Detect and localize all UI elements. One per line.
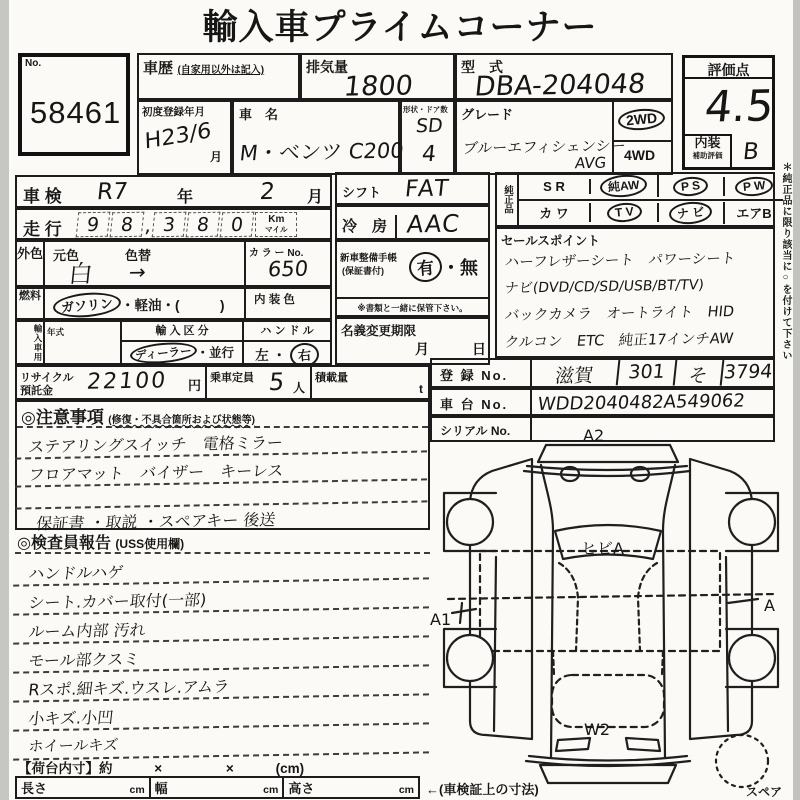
dims-note: ←(車検証上の寸法) <box>426 782 539 797</box>
shift-value: FAT <box>403 175 452 203</box>
interior-grade-cell <box>685 134 732 167</box>
load-label: 積載量 <box>315 372 348 384</box>
registration-kana: そ <box>675 360 725 387</box>
grade-cell <box>455 100 673 175</box>
cargo-label: 【荷台内寸】約 <box>18 761 113 776</box>
inspector-line: ハンドルハゲ <box>13 550 432 586</box>
registration-number: 3794 <box>722 360 774 384</box>
shift-cell <box>335 172 490 205</box>
damage-label-a2: A2 <box>583 426 605 445</box>
genuine-ps: P S <box>673 175 710 197</box>
rating-label: 評価点 <box>685 58 772 79</box>
width-label: 幅 <box>154 781 168 796</box>
first-registration-cell <box>137 100 232 175</box>
notes-line: フロアマット バイザー キーレス <box>15 452 430 487</box>
grade-value: ブルーエフィシェンシー <box>461 136 627 158</box>
scan-edge-left <box>0 0 9 800</box>
body-side-right <box>663 465 675 758</box>
genuine-tv: T V <box>606 202 642 224</box>
shaken-month-unit: 月 <box>307 189 324 206</box>
page-title: 輸入車プライムコーナー <box>202 8 598 47</box>
notes-title-row <box>17 402 428 428</box>
mileage-comma: , <box>143 212 153 238</box>
body-doors-cell <box>400 100 455 175</box>
color-change-value: → <box>127 259 148 285</box>
sales-points-label: セールスポイント <box>501 234 600 248</box>
side-note: ＊純正品に限り該当に○を付けて下さい <box>780 162 791 361</box>
mileage-row <box>15 208 332 240</box>
inspector-line: ルーム内部 汚れ <box>13 608 432 644</box>
mileage-unit-km: Km <box>268 213 285 225</box>
interior-grade-value: B <box>741 138 761 166</box>
drive-divider-h <box>612 140 673 142</box>
car-history-cell <box>137 53 300 100</box>
exterior-color-row <box>15 240 332 287</box>
car-damage-diagram <box>428 423 795 800</box>
handle-right: 右 <box>289 342 320 368</box>
mileage-unit <box>255 212 297 237</box>
cargo-row <box>18 757 304 777</box>
car-name-value: M・ベンツ C200 <box>238 138 405 166</box>
sales-points-box <box>495 227 775 358</box>
load-cell <box>312 367 428 398</box>
fuel-diesel: 軽油 <box>134 298 162 313</box>
orig-color-label: 元色 <box>53 248 80 263</box>
service-book-note: ※書類と一緒に保管下さい。 <box>337 297 488 315</box>
roof-outline <box>480 551 720 651</box>
interior-sub-label: 補助評価 <box>692 151 723 160</box>
rating-box <box>682 55 775 170</box>
tail-light <box>626 738 660 751</box>
wheel <box>729 635 775 681</box>
genuine-label: 純正品 <box>497 174 519 225</box>
first-registration-suffix: 月 <box>209 150 222 164</box>
body-doors-label: 形状・ドア数 <box>403 105 448 114</box>
height-label: 高さ <box>288 781 315 796</box>
color-change-label: 色替 <box>125 248 152 263</box>
load-unit: t <box>419 382 423 396</box>
capacity-unit: 人 <box>292 381 305 395</box>
color-no-cell <box>244 242 330 285</box>
recycle-row <box>15 365 430 400</box>
interior-color-label: 内 装 色 <box>254 294 295 306</box>
genuine-kawa: カ ワ <box>519 203 591 222</box>
notes-line: ステアリングスイッチ 電格ミラー <box>15 424 430 459</box>
shaken-label: 車 検 <box>23 187 62 206</box>
width-unit: cm <box>263 784 279 796</box>
inspector-section <box>15 528 430 758</box>
cargo-x1: × <box>154 761 163 776</box>
genuine-pw: P W <box>734 175 774 197</box>
sales-point-line: クルコン ETC 純正17インチAW <box>503 331 735 351</box>
mileage-digit: 9 <box>76 212 111 238</box>
inspector-title-row <box>15 528 430 554</box>
model-code-value: DBA-204048 <box>473 68 647 103</box>
car-history-note: (自家用以外は記入) <box>177 65 265 76</box>
exterior-label: 外色 <box>17 242 45 285</box>
wheel <box>729 499 775 545</box>
inspector-line: 小キズ.小凹 <box>13 695 432 731</box>
notes-box <box>15 400 430 534</box>
capacity-label: 乗車定員 <box>210 372 254 384</box>
handle-left: 左 <box>255 348 269 363</box>
sales-point-line: ナビ(DVD/CD/SD/USB/BT/TV) <box>503 277 705 297</box>
interior-label: 内装 <box>694 135 721 150</box>
wheel <box>447 499 493 545</box>
notes-subtitle: (修復・不具合箇所および状態等) <box>108 415 255 426</box>
inspector-line: モール部クスミ <box>13 637 432 673</box>
wheel <box>447 635 493 681</box>
first-registration-label: 初度登録年月 <box>142 106 205 118</box>
genuine-table <box>495 172 775 227</box>
model-year-label: 年式 <box>47 327 65 337</box>
cooling-label: 冷 房 <box>342 215 397 242</box>
mileage-digit: 8 <box>186 212 221 238</box>
chassis-row <box>430 388 775 416</box>
registration-label: 登 録 No. <box>432 360 532 386</box>
cargo-x2: × <box>225 761 234 776</box>
import-class-cell: 輸 入 区 分 ディーラー ・並行 <box>122 322 244 363</box>
recycle-unit: 円 <box>187 378 201 393</box>
shaken-year-unit: 年 <box>177 189 194 206</box>
grade-value2: AVG <box>574 153 608 173</box>
lot-number-value: 58461 <box>30 95 122 130</box>
capacity-cell <box>207 367 312 398</box>
inspector-title: ◎検査員報告 <box>17 535 111 552</box>
mileage-digit: 8 <box>110 212 145 238</box>
import-label: 輸入車用 <box>17 322 45 363</box>
registration-prefecture: 滋賀 <box>531 359 621 387</box>
genuine-sr: S R <box>519 179 591 194</box>
import-class-dealer: ディーラー <box>129 340 197 366</box>
shaken-year-value: R7 <box>95 178 130 206</box>
height-unit: cm <box>398 784 414 796</box>
orig-color-value: 白 <box>67 259 95 289</box>
name-change-day: 日 <box>472 341 486 357</box>
name-change-month: 月 <box>415 341 429 357</box>
sales-point-line: バックカメラ オートライト HID <box>503 304 735 324</box>
spare-tire-circle <box>716 735 768 787</box>
name-change-label: 名義変更期限 <box>341 324 417 338</box>
lot-number-label: No. <box>25 58 42 69</box>
car-name-label: 車 名 <box>239 107 279 122</box>
drive-2wd: 2WD <box>617 107 666 132</box>
service-book-no: 無 <box>460 258 478 278</box>
cargo-unit: (cm) <box>275 761 305 776</box>
cooling-value: AAC <box>405 209 462 239</box>
capacity-value: 5 <box>267 367 286 397</box>
service-book-yes: 有 <box>408 251 443 284</box>
service-book-options: 有 ・無 <box>409 252 478 282</box>
lot-number-box <box>18 53 130 156</box>
import-rows <box>15 320 332 365</box>
model-code-label: 型 式 <box>461 59 503 75</box>
registration-class-no: 301 <box>618 360 678 387</box>
genuine-airbag: エアB <box>736 206 772 222</box>
damage-label-crack: ヒビA <box>581 539 624 558</box>
rear-bumper <box>540 765 676 783</box>
spare-label: スペア <box>746 785 783 799</box>
notes-title: ◎注意事項 <box>21 408 104 427</box>
recycle-cell <box>17 367 207 398</box>
rating-score: 4.5 <box>702 81 777 133</box>
fuel-label: 燃料 <box>17 289 45 318</box>
dims-row <box>15 776 420 799</box>
import-class-parallel: 並行 <box>209 346 235 360</box>
sales-point-line: ハーフレザーシート パワーシート <box>503 250 737 272</box>
doors-value: 4 <box>420 141 438 168</box>
drive-4wd: 4WD <box>624 147 656 163</box>
fuel-gasoline: ガソリン <box>52 290 122 320</box>
displacement-label: 排気量 <box>306 59 348 75</box>
recycle-label1: リサイクル <box>20 372 74 384</box>
registration-row <box>430 358 775 388</box>
import-class-label: 輸 入 区 分 <box>122 322 242 342</box>
mileage-digit: 0 <box>220 212 255 238</box>
chassis-value: WDD2040482A549062 <box>536 390 746 415</box>
length-label: 長さ <box>21 781 48 796</box>
drive-divider <box>612 102 614 173</box>
mileage-digits <box>77 212 297 237</box>
serial-label: シリアル No. <box>432 418 532 440</box>
body-side-left <box>541 465 553 758</box>
mileage-digit: 3 <box>152 212 187 238</box>
car-history-label: 車歴 <box>143 60 174 77</box>
fuel-options: ガソリン ・軽油・( ) <box>53 293 225 317</box>
damage-label-w2: W2 <box>584 720 610 739</box>
color-no-value: 650 <box>266 256 310 282</box>
length-unit: cm <box>129 784 145 796</box>
damage-label-a: A <box>764 596 775 615</box>
fuel-row <box>15 287 332 320</box>
displacement-cell <box>300 53 455 103</box>
shift-label: シフト <box>342 185 382 200</box>
model-year-cell <box>45 322 122 363</box>
tail-light <box>556 738 590 751</box>
recycle-label2: 預託金 <box>20 385 53 397</box>
service-book-box <box>335 240 490 317</box>
inspector-line: Rスポ.細キズ.ウスレ.アムラ <box>13 666 432 702</box>
model-code-cell <box>455 53 673 103</box>
damage-label-a1: A1 <box>430 610 452 629</box>
mileage-label: 走 行 <box>23 220 62 239</box>
inspector-line: シート.カバー取付(一部) <box>13 579 432 615</box>
shaken-month-value: 2 <box>258 178 277 206</box>
cooling-cell <box>335 205 490 240</box>
front-bumper <box>538 445 678 462</box>
car-name-cell <box>232 100 405 175</box>
service-book-label: 新車整備手帳 <box>340 253 398 264</box>
handle-label: ハ ン ド ル <box>244 322 330 342</box>
grade-label: グレード <box>461 107 514 122</box>
genuine-navi: ナ ビ <box>668 200 713 226</box>
fuel-other: ・( ) <box>161 298 225 313</box>
recycle-value: 22100 <box>85 368 169 395</box>
genuine-aw: 純AW <box>599 173 648 199</box>
shaken-row <box>15 175 332 208</box>
first-registration-value: H23/6 <box>144 118 212 155</box>
chassis-label: 車 台 No. <box>432 390 532 414</box>
inspector-line: ホイールキズ <box>13 724 432 760</box>
service-book-label2: (保証書付) <box>342 266 384 276</box>
handle-cell: ハ ン ド ル 左 ・ 右 <box>244 322 330 363</box>
interior-color-cell <box>244 289 330 318</box>
displacement-value: 1800 <box>342 70 415 103</box>
body-shape-value: SD <box>414 114 444 138</box>
inspector-subtitle: (USS使用欄) <box>115 537 185 551</box>
notes-line: 保証書 ・取説 ・スペアキー 後送 <box>35 510 277 534</box>
mileage-unit-mile: マイル <box>265 224 288 234</box>
color-no-label: カ ラ ー No. <box>249 248 304 259</box>
